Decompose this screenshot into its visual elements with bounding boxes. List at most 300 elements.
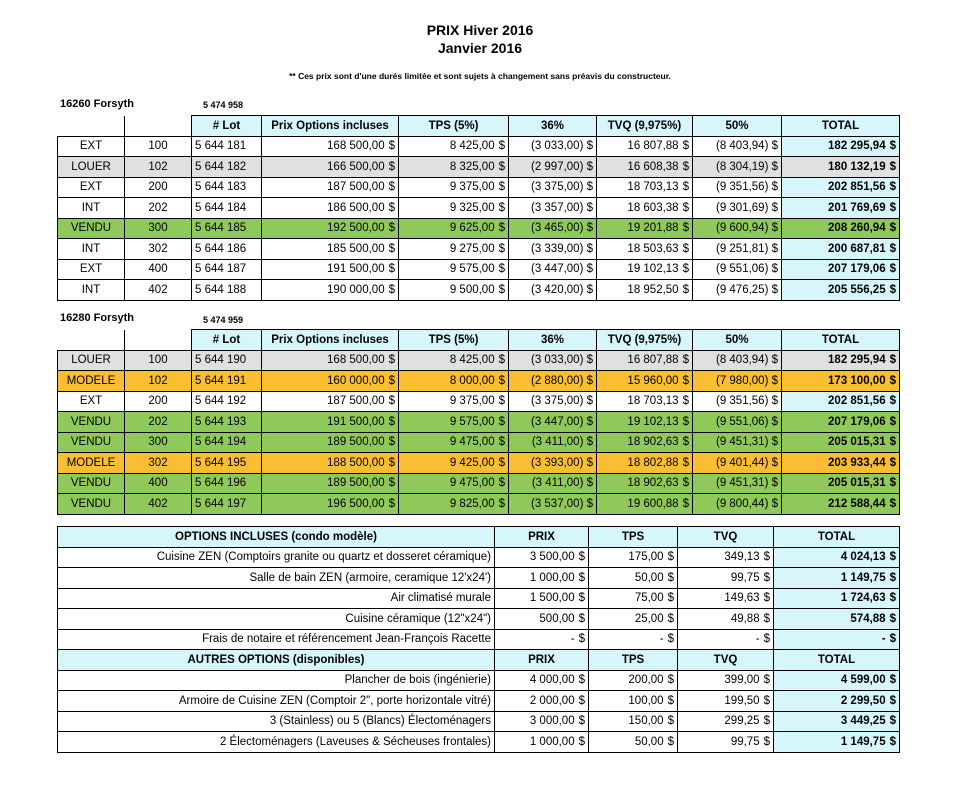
tps-cell bbox=[399, 280, 509, 301]
tps-cell bbox=[399, 239, 509, 260]
options-column-header-text: TVQ bbox=[713, 530, 738, 543]
options-column-header-text: PRIX bbox=[528, 653, 555, 666]
tps-cell bbox=[399, 198, 509, 219]
price-cell-text: 188 500,00 bbox=[327, 456, 385, 469]
tvq-cell-text: 19 600,88 bbox=[627, 497, 679, 510]
blank-cell bbox=[125, 330, 192, 351]
table-row bbox=[58, 391, 900, 412]
option-tvq-cell-text: 299,25 bbox=[724, 715, 760, 728]
status-cell bbox=[58, 259, 125, 280]
p36-cell bbox=[509, 157, 597, 178]
status-cell bbox=[58, 350, 125, 371]
option-total-cell-text: 3 449,25 bbox=[840, 715, 886, 728]
currency-sign: $ bbox=[763, 612, 770, 625]
option-total-cell-text: 4 599,00 bbox=[840, 674, 886, 687]
option-tps-cell bbox=[589, 670, 678, 691]
total-cell-text: 182 295,94 bbox=[828, 354, 886, 367]
p50-cell bbox=[693, 412, 782, 433]
column-header-text: 36% bbox=[540, 333, 565, 346]
total-cell-text: 182 295,94 bbox=[828, 140, 886, 153]
p36-cell-text: (3 447,00) $ bbox=[530, 415, 593, 428]
currency-sign: $ bbox=[388, 283, 395, 296]
p36-cell bbox=[509, 432, 597, 453]
currency-sign: $ bbox=[682, 160, 689, 173]
currency-sign: $ bbox=[388, 140, 395, 153]
currency-sign: $ bbox=[682, 415, 689, 428]
p36-cell-text: (3 411,00) $ bbox=[531, 436, 593, 449]
tvq-cell-text: 18 902,63 bbox=[627, 436, 679, 449]
tvq-cell bbox=[597, 371, 693, 392]
options-column-header bbox=[495, 527, 589, 548]
p36-cell-text: (3 447,00) $ bbox=[530, 263, 593, 276]
currency-sign: $ bbox=[388, 354, 395, 367]
tvq-cell bbox=[597, 218, 693, 239]
price-cell bbox=[262, 259, 399, 280]
total-cell-text: 205 556,25 bbox=[828, 283, 886, 296]
tvq-cell-text: 16 807,88 bbox=[627, 354, 679, 367]
option-label-cell bbox=[58, 691, 495, 712]
tps-cell bbox=[399, 453, 509, 474]
tps-cell-text: 9 625,00 bbox=[449, 222, 495, 235]
table-row bbox=[58, 177, 900, 198]
currency-sign: $ bbox=[682, 263, 689, 276]
lot-cell bbox=[192, 473, 262, 494]
p50-cell-text: (8 403,94) $ bbox=[715, 140, 778, 153]
option-price-cell-text: - bbox=[570, 633, 575, 646]
currency-sign: $ bbox=[498, 477, 505, 490]
option-label-cell bbox=[58, 670, 495, 691]
option-tvq-cell bbox=[678, 609, 774, 630]
total-cell-text: 207 179,06 bbox=[828, 415, 886, 428]
currency-sign: $ bbox=[578, 612, 585, 625]
currency-sign: $ bbox=[682, 242, 689, 255]
tps-cell-text: 9 575,00 bbox=[449, 263, 495, 276]
options-section-title-text: AUTRES OPTIONS (disponibles) bbox=[187, 653, 365, 666]
options-header-row bbox=[58, 527, 900, 548]
lot-cell-text: 5 644 190 bbox=[195, 354, 247, 367]
currency-sign: $ bbox=[667, 674, 674, 687]
tps-cell bbox=[399, 432, 509, 453]
currency-sign: $ bbox=[763, 571, 770, 584]
p36-cell-text: (3 357,00) $ bbox=[530, 201, 593, 214]
currency-sign: $ bbox=[667, 633, 674, 646]
total-cell bbox=[782, 177, 900, 198]
price-cell-text: 187 500,00 bbox=[327, 181, 385, 194]
options-column-header-text: TVQ bbox=[713, 653, 738, 666]
column-header-text: 36% bbox=[540, 119, 565, 132]
currency-sign: $ bbox=[889, 181, 896, 194]
column-header-text: Prix Options incluses bbox=[271, 333, 389, 346]
column-header bbox=[693, 116, 782, 137]
currency-sign: $ bbox=[889, 497, 896, 510]
currency-sign: $ bbox=[682, 374, 689, 387]
p36-cell-text: (3 411,00) $ bbox=[531, 477, 593, 490]
unit-cell bbox=[125, 177, 192, 198]
p50-cell bbox=[693, 218, 782, 239]
unit-cell-text: 300 bbox=[148, 222, 168, 235]
option-tps-cell-text: 200,00 bbox=[628, 674, 664, 687]
currency-sign: $ bbox=[388, 242, 395, 255]
option-price-cell-text: 1 000,00 bbox=[529, 735, 575, 748]
currency-sign: $ bbox=[889, 735, 896, 748]
tvq-cell bbox=[597, 239, 693, 260]
tps-cell-text: 9 575,00 bbox=[449, 415, 495, 428]
currency-sign: $ bbox=[889, 715, 896, 728]
currency-sign: $ bbox=[889, 612, 896, 625]
option-total-cell bbox=[774, 629, 900, 650]
column-header bbox=[597, 330, 693, 351]
table-row bbox=[58, 494, 900, 515]
total-cell-text: 205 015,31 bbox=[828, 477, 886, 490]
status-cell-text: MODELE bbox=[66, 456, 116, 469]
tps-cell bbox=[399, 473, 509, 494]
option-total-cell bbox=[774, 609, 900, 630]
option-tvq-cell bbox=[678, 732, 774, 753]
price-cell-text: 186 500,00 bbox=[327, 201, 385, 214]
table-row bbox=[58, 432, 900, 453]
total-cell bbox=[782, 157, 900, 178]
currency-sign: $ bbox=[889, 436, 896, 449]
option-row bbox=[58, 629, 900, 650]
lot-cell-text: 5 644 192 bbox=[195, 395, 247, 408]
total-cell-text: 202 851,56 bbox=[828, 181, 886, 194]
total-cell bbox=[782, 218, 900, 239]
currency-sign: $ bbox=[889, 140, 896, 153]
lot-cell-text: 5 644 186 bbox=[195, 242, 247, 255]
price-cell bbox=[262, 177, 399, 198]
column-header bbox=[399, 330, 509, 351]
status-cell bbox=[58, 473, 125, 494]
total-cell bbox=[782, 136, 900, 157]
column-header-text: TVQ (9,975%) bbox=[607, 119, 682, 132]
option-tvq-cell-text: 199,50 bbox=[724, 694, 760, 707]
currency-sign: $ bbox=[889, 283, 896, 296]
currency-sign: $ bbox=[667, 592, 674, 605]
options-column-header bbox=[774, 527, 900, 548]
status-cell-text: EXT bbox=[79, 140, 103, 153]
p50-cell-text: (9 600,94) $ bbox=[715, 222, 778, 235]
p50-cell bbox=[693, 239, 782, 260]
option-price-cell bbox=[495, 568, 589, 589]
unit-cell-text: 402 bbox=[148, 497, 168, 510]
tvq-cell bbox=[597, 136, 693, 157]
unit-cell bbox=[125, 453, 192, 474]
currency-sign: $ bbox=[578, 592, 585, 605]
option-tvq-cell-text: - bbox=[755, 633, 760, 646]
unit-cell bbox=[125, 391, 192, 412]
tps-cell bbox=[399, 177, 509, 198]
currency-sign: $ bbox=[763, 633, 770, 646]
p36-cell bbox=[509, 136, 597, 157]
options-column-header bbox=[774, 650, 900, 671]
p50-cell-text: (9 351,56) $ bbox=[715, 181, 778, 194]
unit-cell bbox=[125, 350, 192, 371]
lot-cell-text: 5 644 191 bbox=[195, 374, 247, 387]
option-label-cell-text: Plancher de bois (ingénierie) bbox=[344, 674, 491, 687]
tps-cell-text: 8 000,00 bbox=[449, 374, 495, 387]
blank-cell bbox=[58, 330, 125, 351]
option-tps-cell-text: 175,00 bbox=[628, 551, 664, 564]
price-cell bbox=[262, 432, 399, 453]
options-table bbox=[57, 526, 900, 753]
p50-cell-text: (9 301,69) $ bbox=[715, 201, 778, 214]
tps-cell-text: 9 375,00 bbox=[449, 395, 495, 408]
currency-sign: $ bbox=[682, 181, 689, 194]
tvq-cell-text: 19 201,88 bbox=[627, 222, 679, 235]
p36-cell bbox=[509, 218, 597, 239]
tvq-cell bbox=[597, 412, 693, 433]
column-header-text: TOTAL bbox=[821, 119, 860, 132]
p36-cell-text: (3 033,00) $ bbox=[530, 354, 593, 367]
p50-cell-text: (9 551,06) $ bbox=[715, 263, 778, 276]
price-cell bbox=[262, 473, 399, 494]
total-cell-text: 201 769,69 bbox=[828, 201, 886, 214]
currency-sign: $ bbox=[763, 674, 770, 687]
unit-cell-text: 100 bbox=[148, 354, 168, 367]
option-tps-cell-text: 100,00 bbox=[628, 694, 664, 707]
table-row bbox=[58, 412, 900, 433]
total-cell bbox=[782, 371, 900, 392]
building-1-table bbox=[57, 115, 900, 301]
tps-cell-text: 8 325,00 bbox=[449, 160, 495, 173]
option-total-cell bbox=[774, 547, 900, 568]
p36-cell-text: (3 420,00) $ bbox=[530, 283, 593, 296]
tvq-cell bbox=[597, 453, 693, 474]
currency-sign: $ bbox=[682, 477, 689, 490]
option-tvq-cell bbox=[678, 547, 774, 568]
tvq-cell-text: 16 807,88 bbox=[627, 140, 679, 153]
status-cell-text: EXT bbox=[79, 263, 103, 276]
unit-cell bbox=[125, 494, 192, 515]
p36-cell-text: (3 375,00) $ bbox=[530, 395, 593, 408]
tvq-cell bbox=[597, 280, 693, 301]
lot-cell bbox=[192, 177, 262, 198]
p50-cell bbox=[693, 136, 782, 157]
currency-sign: $ bbox=[578, 551, 585, 564]
p50-cell bbox=[693, 198, 782, 219]
unit-cell-text: 200 bbox=[148, 395, 168, 408]
currency-sign: $ bbox=[388, 436, 395, 449]
currency-sign: $ bbox=[498, 395, 505, 408]
option-label-cell-text: 3 (Stainless) ou 5 (Blancs) Électoménagers bbox=[269, 715, 491, 728]
option-tps-cell-text: 150,00 bbox=[628, 715, 664, 728]
currency-sign: $ bbox=[578, 633, 585, 646]
tvq-cell bbox=[597, 432, 693, 453]
total-cell bbox=[782, 412, 900, 433]
options-column-header bbox=[678, 527, 774, 548]
currency-sign: $ bbox=[498, 497, 505, 510]
lot-cell bbox=[192, 391, 262, 412]
p50-cell-text: (8 304,19) $ bbox=[715, 160, 778, 173]
p50-cell bbox=[693, 259, 782, 280]
status-cell bbox=[58, 157, 125, 178]
option-row bbox=[58, 711, 900, 732]
lot-cell-text: 5 644 196 bbox=[195, 477, 247, 490]
currency-sign: $ bbox=[498, 415, 505, 428]
total-cell bbox=[782, 259, 900, 280]
option-price-cell bbox=[495, 670, 589, 691]
lot-cell bbox=[192, 218, 262, 239]
table-row bbox=[58, 136, 900, 157]
option-tvq-cell-text: 149,63 bbox=[724, 592, 760, 605]
option-total-cell bbox=[774, 711, 900, 732]
currency-sign: $ bbox=[682, 395, 689, 408]
option-price-cell bbox=[495, 547, 589, 568]
currency-sign: $ bbox=[889, 395, 896, 408]
lot-cell bbox=[192, 259, 262, 280]
option-tvq-cell bbox=[678, 711, 774, 732]
option-total-cell bbox=[774, 691, 900, 712]
option-label-cell bbox=[58, 629, 495, 650]
currency-sign: $ bbox=[388, 201, 395, 214]
p36-cell bbox=[509, 453, 597, 474]
column-header bbox=[693, 330, 782, 351]
options-column-header-text: PRIX bbox=[528, 530, 555, 543]
currency-sign: $ bbox=[388, 415, 395, 428]
tvq-cell-text: 18 902,63 bbox=[627, 477, 679, 490]
unit-cell-text: 300 bbox=[148, 436, 168, 449]
option-tps-cell bbox=[589, 711, 678, 732]
p50-cell-text: (9 451,31) $ bbox=[715, 436, 778, 449]
unit-cell bbox=[125, 157, 192, 178]
column-header-text: 50% bbox=[725, 119, 749, 132]
unit-cell-text: 400 bbox=[148, 263, 168, 276]
lot-cell-text: 5 644 181 bbox=[195, 140, 247, 153]
option-tps-cell bbox=[589, 732, 678, 753]
unit-cell-text: 202 bbox=[148, 201, 168, 214]
unit-cell bbox=[125, 136, 192, 157]
price-cell-text: 192 500,00 bbox=[327, 222, 385, 235]
lot-cell bbox=[192, 350, 262, 371]
header-row bbox=[58, 330, 900, 351]
status-cell bbox=[58, 391, 125, 412]
price-cell-text: 191 500,00 bbox=[327, 415, 385, 428]
currency-sign: $ bbox=[889, 201, 896, 214]
p50-cell bbox=[693, 157, 782, 178]
currency-sign: $ bbox=[763, 715, 770, 728]
options-column-header bbox=[495, 650, 589, 671]
column-header-text: # Lot bbox=[212, 333, 241, 346]
p36-cell-text: (3 393,00) $ bbox=[530, 456, 593, 469]
status-cell-text: VENDU bbox=[70, 477, 112, 490]
price-cell-text: 190 000,00 bbox=[327, 283, 385, 296]
status-cell-text: LOUER bbox=[71, 160, 111, 173]
lot-cell bbox=[192, 371, 262, 392]
p36-cell bbox=[509, 391, 597, 412]
p50-cell-text: (9 451,31) $ bbox=[715, 477, 778, 490]
lot-cell-text: 5 644 188 bbox=[195, 283, 247, 296]
lot-cell-text: 5 644 184 bbox=[195, 201, 247, 214]
option-tps-cell bbox=[589, 629, 678, 650]
option-price-cell-text: 1 500,00 bbox=[529, 592, 575, 605]
options-column-header bbox=[678, 650, 774, 671]
total-cell bbox=[782, 280, 900, 301]
option-row bbox=[58, 670, 900, 691]
blank-cell bbox=[58, 116, 125, 137]
p50-cell-text: (7 980,00) $ bbox=[715, 374, 778, 387]
lot-cell bbox=[192, 280, 262, 301]
option-tps-cell-text: 50,00 bbox=[634, 735, 664, 748]
option-price-cell bbox=[495, 609, 589, 630]
currency-sign: $ bbox=[388, 477, 395, 490]
option-total-cell bbox=[774, 732, 900, 753]
p36-cell bbox=[509, 350, 597, 371]
option-price-cell-text: 3 000,00 bbox=[529, 715, 575, 728]
price-cell-text: 196 500,00 bbox=[327, 497, 385, 510]
option-row bbox=[58, 732, 900, 753]
option-label-cell-text: Frais de notaire et référencement Jean-François Racette bbox=[202, 633, 491, 646]
option-tps-cell-text: 50,00 bbox=[634, 571, 664, 584]
table-row bbox=[58, 239, 900, 260]
table-row bbox=[58, 218, 900, 239]
unit-cell-text: 302 bbox=[148, 456, 168, 469]
total-cell bbox=[782, 198, 900, 219]
option-label-cell-text: Cuisine ZEN (Comptoirs granite ou quartz et dosseret céramique) bbox=[156, 551, 491, 564]
currency-sign: $ bbox=[667, 612, 674, 625]
currency-sign: $ bbox=[667, 551, 674, 564]
option-total-cell-text: 574,88 bbox=[850, 612, 886, 625]
status-cell bbox=[58, 280, 125, 301]
total-cell-text: 202 851,56 bbox=[828, 395, 886, 408]
option-tps-cell bbox=[589, 547, 678, 568]
p50-cell bbox=[693, 432, 782, 453]
option-label-cell-text: Cuisine céramique (12"x24") bbox=[345, 612, 491, 625]
tps-cell-text: 9 500,00 bbox=[449, 283, 495, 296]
tps-cell-text: 9 325,00 bbox=[449, 201, 495, 214]
p36-cell-text: (3 339,00) $ bbox=[530, 242, 593, 255]
option-tvq-cell-text: 99,75 bbox=[730, 735, 760, 748]
price-cell-text: 168 500,00 bbox=[327, 354, 385, 367]
tps-cell-text: 9 475,00 bbox=[449, 477, 495, 490]
status-cell-text: EXT bbox=[79, 181, 103, 194]
price-cell-text: 160 000,00 bbox=[327, 374, 385, 387]
currency-sign: $ bbox=[498, 140, 505, 153]
option-tvq-cell bbox=[678, 670, 774, 691]
currency-sign: $ bbox=[498, 222, 505, 235]
column-header bbox=[597, 116, 693, 137]
currency-sign: $ bbox=[889, 354, 896, 367]
tvq-cell-text: 18 952,50 bbox=[627, 283, 679, 296]
option-row bbox=[58, 568, 900, 589]
option-row bbox=[58, 691, 900, 712]
total-cell-text: 208 260,94 bbox=[828, 222, 886, 235]
unit-cell bbox=[125, 218, 192, 239]
column-header-text: TPS (5%) bbox=[428, 119, 479, 132]
currency-sign: $ bbox=[763, 592, 770, 605]
tvq-cell-text: 18 603,38 bbox=[627, 201, 679, 214]
page-subtitle: Janvier 2016 bbox=[437, 40, 523, 56]
currency-sign: $ bbox=[388, 456, 395, 469]
currency-sign: $ bbox=[763, 735, 770, 748]
currency-sign: $ bbox=[889, 674, 896, 687]
status-cell bbox=[58, 218, 125, 239]
unit-cell bbox=[125, 473, 192, 494]
tvq-cell-text: 18 703,13 bbox=[627, 181, 679, 194]
column-header bbox=[262, 116, 399, 137]
p50-cell bbox=[693, 391, 782, 412]
currency-sign: $ bbox=[498, 242, 505, 255]
option-total-cell bbox=[774, 670, 900, 691]
currency-sign: $ bbox=[578, 571, 585, 584]
currency-sign: $ bbox=[388, 222, 395, 235]
status-cell-text: VENDU bbox=[70, 222, 112, 235]
option-tps-cell-text: - bbox=[659, 633, 664, 646]
option-total-cell bbox=[774, 588, 900, 609]
unit-cell-text: 100 bbox=[148, 140, 168, 153]
price-cell bbox=[262, 198, 399, 219]
lot-cell-text: 5 644 193 bbox=[195, 415, 247, 428]
option-price-cell bbox=[495, 732, 589, 753]
